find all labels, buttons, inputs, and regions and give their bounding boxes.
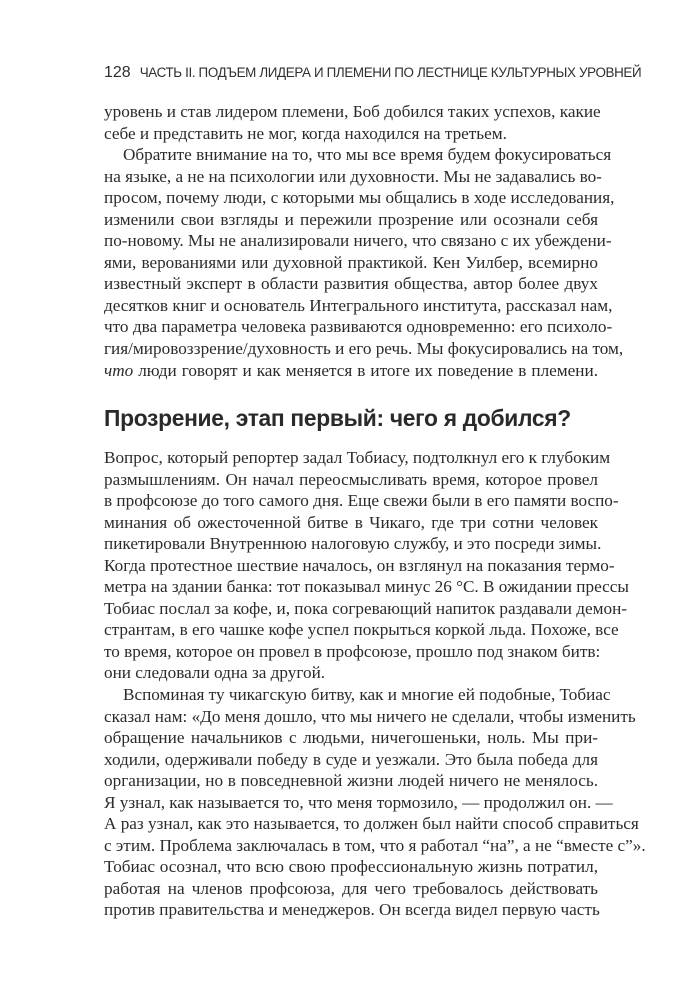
text-line-with-italic xyxy=(104,360,598,382)
text-line: в профсоюзе до того самого дня. Еще свежи были в его памяти воспо- xyxy=(104,491,619,511)
text-line: то время, которое он провел в профсоюзе, прошло под знаком битв: xyxy=(104,641,601,661)
page-number: 128 xyxy=(104,64,131,81)
text-line: организации, но в повседневной жизни людей ничего не менялось. xyxy=(104,771,598,791)
text-line-rest: люди говорят и как меняется в итоге их поведение в племени. xyxy=(138,360,598,380)
italic-emphasis: что xyxy=(104,360,134,380)
text-line: пикетировали Внутреннюю налоговую службу, и это посреди зимы. xyxy=(104,534,602,554)
text-line: гия/мировоззрение/духовность и его речь. Мы фокусировались на том, xyxy=(104,339,624,359)
text-line: Я узнал, как называется то, что меня тормозило, — продолжил он. — xyxy=(104,792,613,812)
text-line: известный эксперт в области развития общества, автор более двух xyxy=(104,274,598,294)
text-line: обращение начальников с людьми, ничегошеньки, ноль. Мы при- xyxy=(104,728,598,748)
text-line: себе и представить не мог, когда находился на третьем. xyxy=(104,123,507,143)
text-line: Тобиас послал за кофе, и, пока согревающий напиток раздавали демон- xyxy=(104,598,627,618)
text-line: размышлениям. Он начал переосмысливать время, которое провел xyxy=(104,469,598,489)
text-line: минания об ожесточенной битве в Чикаго, где три сотни человек xyxy=(104,512,598,532)
section-heading: Прозрение, этап первый: чего я добился? xyxy=(104,405,571,431)
text-line: просом, почему люди, с которыми мы общались в ходе исследования, xyxy=(104,188,615,208)
text-line: уровень и став лидером племени, Боб добился таких успехов, какие xyxy=(104,102,601,121)
text-line: Тобиас осознал, что всю свою профессиональную жизнь потратил, xyxy=(104,857,598,877)
body-text-section-2 xyxy=(104,447,646,921)
text-line: изменили свои взгляды и пережили прозрение или осознали себя xyxy=(104,209,598,229)
text-line: Вопрос, который репортер задал Тобиасу, подтолкнул его к глубоким xyxy=(104,448,611,467)
text-line: с этим. Проблема заключалась в том, что я работал “на”, а не “вместе с”». xyxy=(104,835,646,855)
body-text-section-1 xyxy=(104,101,624,381)
running-header xyxy=(104,64,642,82)
text-line: ходили, одерживали победу в суде и уезжали. Это была победа для xyxy=(104,749,598,769)
text-line: что два параметра человека развиваются одновременно: его психоло- xyxy=(104,317,613,337)
paragraph-first-line: Обратите внимание на то, что мы все время будем фокусироваться xyxy=(123,145,612,165)
text-line: они следовали одна за другой. xyxy=(104,663,326,683)
text-line: десятков книг и основатель Интегрального института, рассказал нам, xyxy=(104,295,613,315)
text-line: сказал нам: «До меня дошло, что мы ничего не сделали, чтобы изменить xyxy=(104,706,636,726)
text-line: странтам, в его чашке кофе успел покрыться коркой льда. Похоже, все xyxy=(104,620,619,640)
text-line: по-новому. Мы не анализировали ничего, что связано с их убеждени- xyxy=(104,231,612,251)
text-line: работая на членов профсоюза, для чего требовалось действовать xyxy=(104,878,598,898)
text-line: метра на здании банка: тот показывал минус 26 °C. В ожидании прессы xyxy=(104,577,629,597)
text-line: на языке, а не на психологии или духовности. Мы не задавались во- xyxy=(104,166,602,186)
text-line: против правительства и менеджеров. Он всегда видел первую часть xyxy=(104,900,600,920)
text-line: А раз узнал, как это называется, то должен был найти способ справиться xyxy=(104,814,639,834)
running-title: ЧАСТЬ II. ПОДЪЕМ ЛИДЕРА И ПЛЕМЕНИ ПО ЛЕСТНИЦЕ КУЛЬТУРНЫХ УРОВНЕЙ xyxy=(139,65,642,80)
text-line: Когда протестное шествие началось, он взглянул на показания термо- xyxy=(104,555,615,575)
paragraph-first-line: Вспоминая ту чикагскую битву, как и многие ей подобные, Тобиас xyxy=(123,685,611,705)
text-line: ями, верованиями или духовной практикой. Кен Уилбер, всемирно xyxy=(104,252,598,272)
